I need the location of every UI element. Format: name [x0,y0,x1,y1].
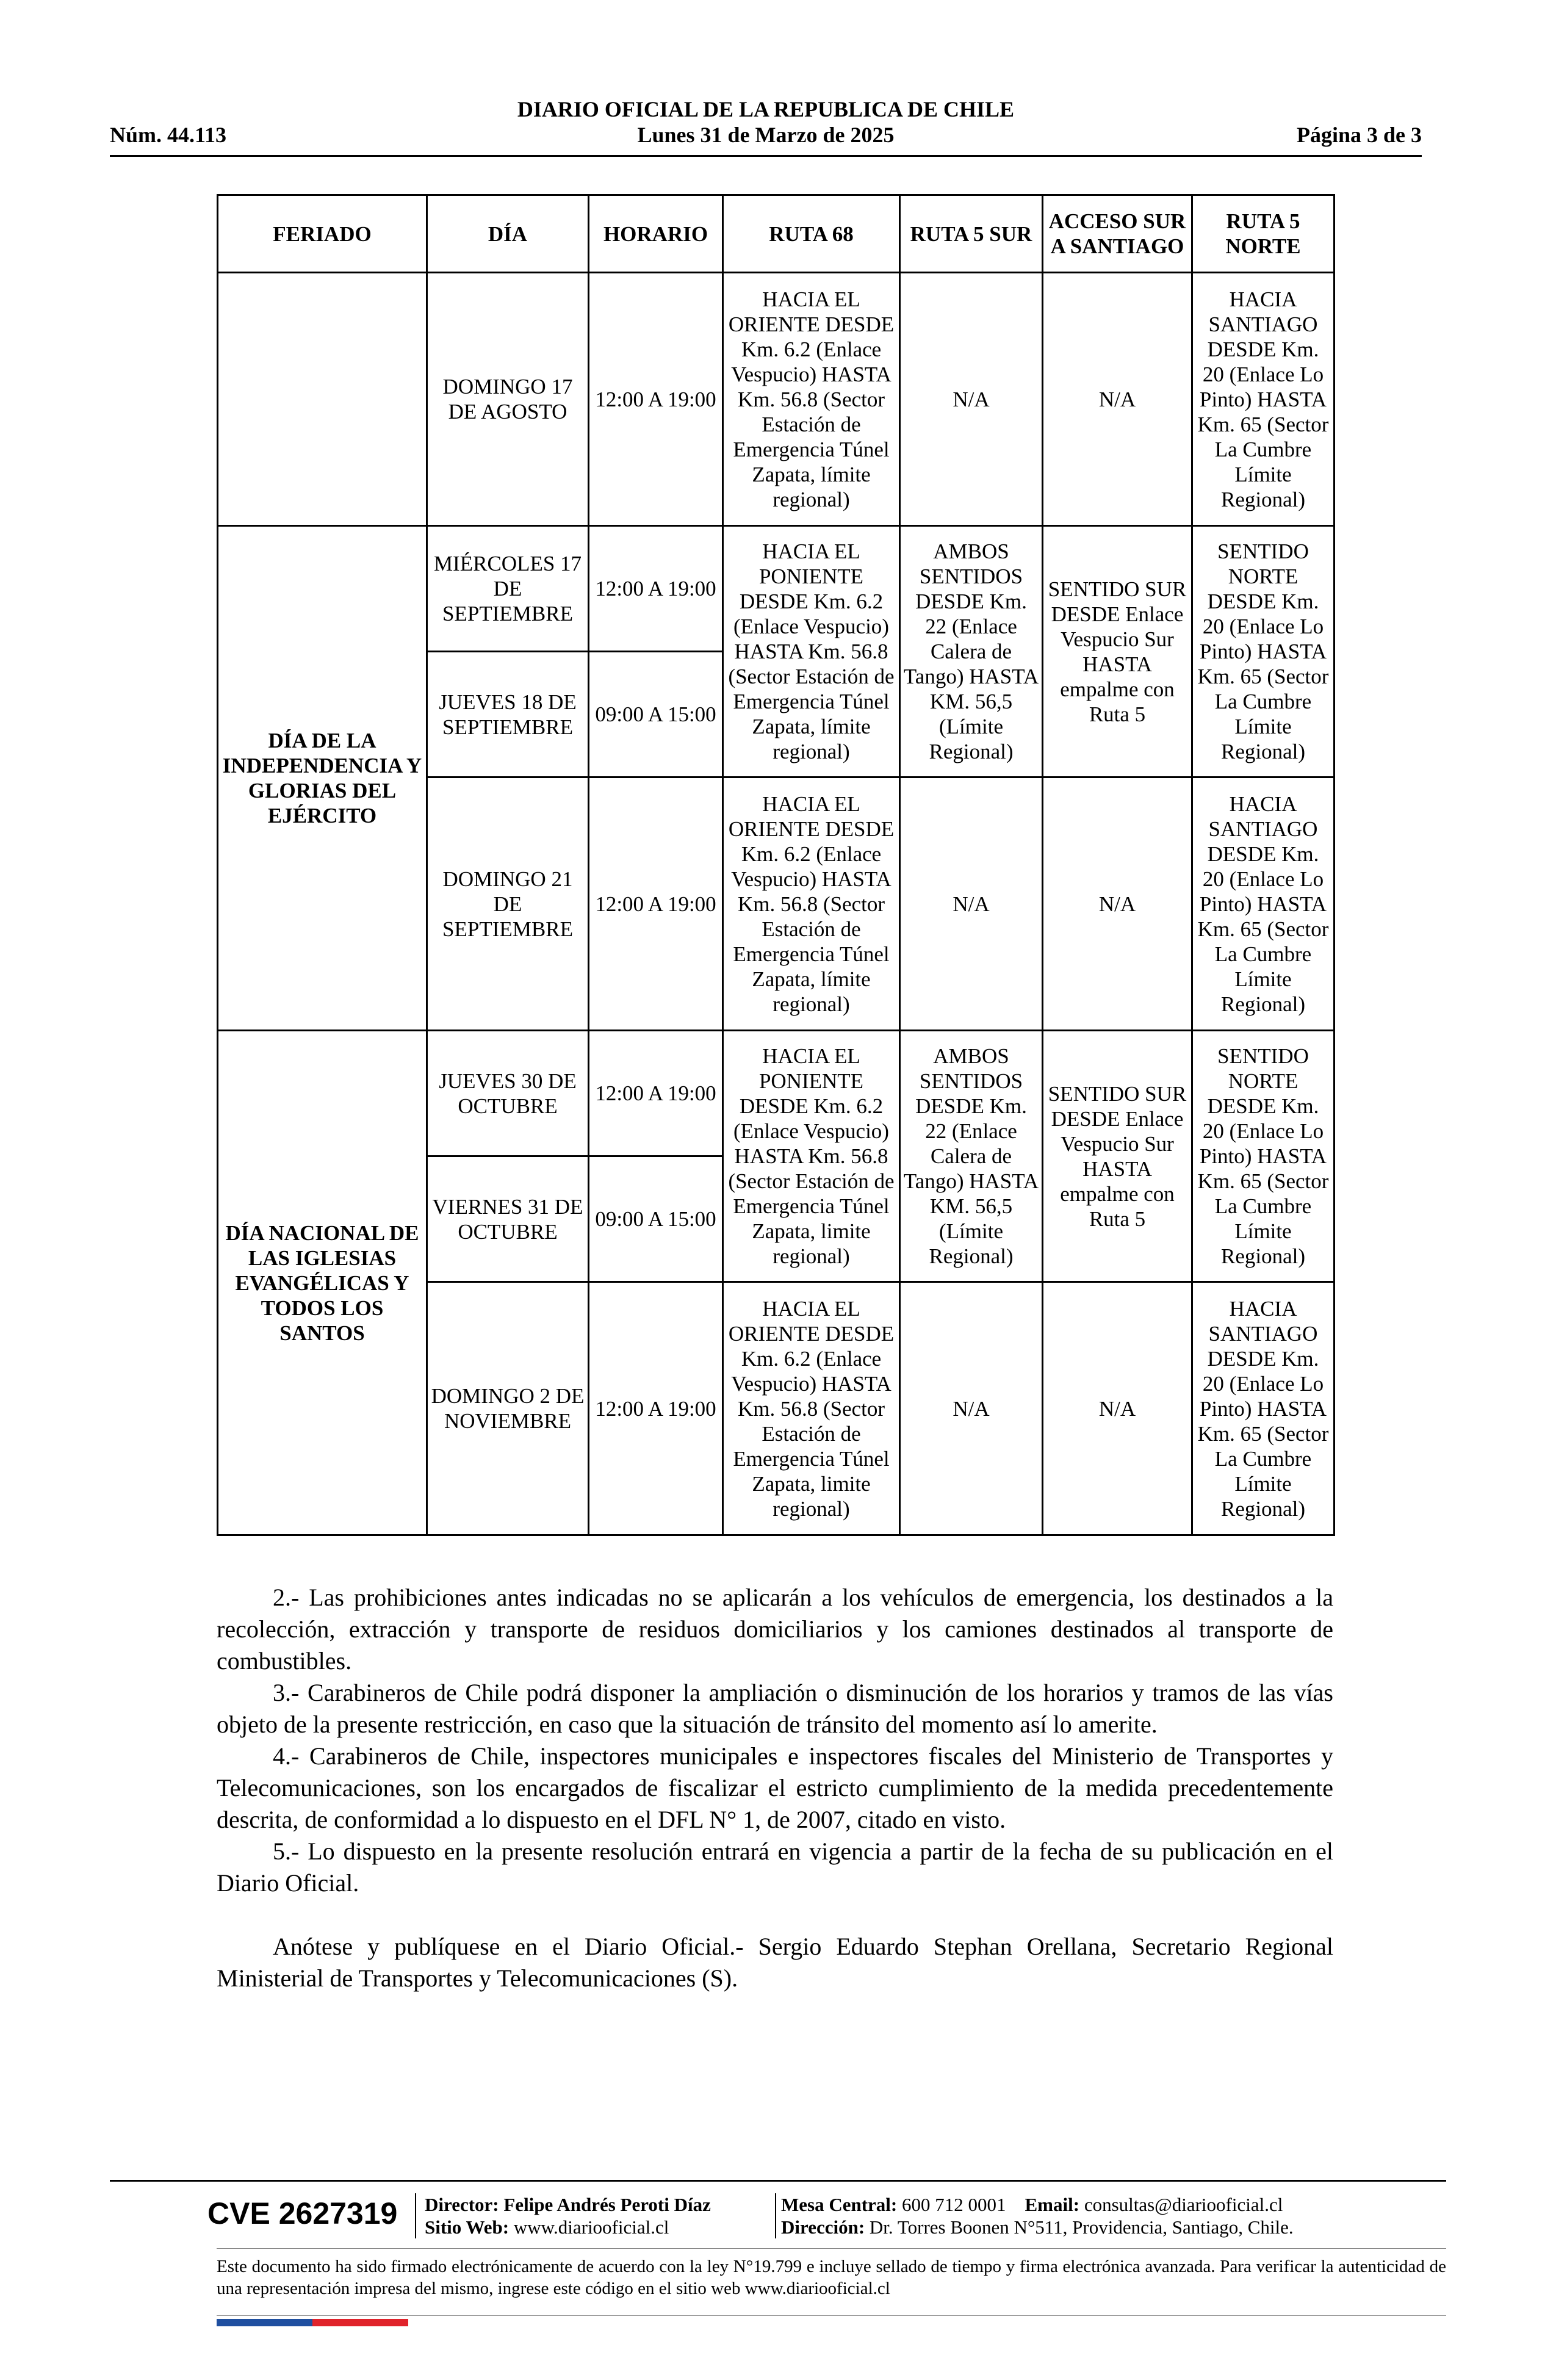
ruta68-cell: HACIA EL ORIENTE DESDE Km. 6.2 (Enlace Vespucio) HASTA Km. 56.8 (Sector Estación de Emergencia Túnel Zapata, límite regional) [723,273,900,526]
road-closure-table [217,194,1335,1536]
ruta5sur-cell: N/A [900,273,1043,526]
chile-flag-stripe [217,2319,408,2326]
ruta5sur-cell: AMBOS SENTIDOS DESDE Km. 22 (Enlace Calera de Tango) HASTA KM. 56,5 (Límite Regional) [900,1031,1043,1282]
page-number: Página 3 de 3 [1296,123,1422,147]
mesa-phone: 600 712 0001 [902,2194,1006,2215]
director-label: Director: [425,2194,499,2215]
ruta68-cell: HACIA EL ORIENTE DESDE Km. 6.2 (Enlace Vespucio) HASTA Km. 56.8 (Sector Estación de Emergencia Túnel Zapata, limite regional) [723,1282,900,1535]
ruta5sur-cell: N/A [900,1282,1043,1535]
horario-cell: 12:00 A 19:00 [589,1282,723,1535]
horario-cell: 09:00 A 15:00 [589,652,723,777]
resolution-body [217,1582,1333,1994]
header-feriado: FERIADO [218,195,427,273]
site-link[interactable]: www.diariooficial.cl [513,2216,669,2238]
dia-cell: DOMINGO 2 DE NOVIEMBRE [427,1282,589,1535]
acceso-cell: SENTIDO SUR DESDE Enlace Vespucio Sur HASTA empalme con Ruta 5 [1043,1031,1192,1282]
mesa-label: Mesa Central: [781,2194,898,2215]
horario-cell: 12:00 A 19:00 [589,526,723,652]
feriado-cell-empty [218,273,427,526]
header-horario: HORARIO [589,195,723,273]
feriado-cell: DÍA DE LA INDEPENDENCIA Y GLORIAS DEL EJÉRCITO [218,526,427,1031]
email-link[interactable]: consultas@diariooficial.cl [1084,2194,1283,2215]
director-name: Felipe Andrés Peroti Díaz [503,2194,711,2215]
dia-cell: DOMINGO 21 DE SEPTIEMBRE [427,777,589,1031]
header-ruta5norte: RUTA 5 NORTE [1192,195,1334,273]
ruta68-cell: HACIA EL PONIENTE DESDE Km. 6.2 (Enlace Vespucio) HASTA Km. 56.8 (Sector Estación de Emergencia Túnel Zapata, limite regional) [723,1031,900,1282]
horario-cell: 09:00 A 15:00 [589,1156,723,1282]
legal-notice: Este documento ha sido firmado electrónicamente de acuerdo con la ley N°19.799 e incluye sellado de tiempo y firma electrónica avanzada. Para verificar la autenticidad de una representación impresa del mismo, ingrese este código en el sitio web www.diariooficial.cl [217,2257,1446,2298]
footer-rule [110,2180,1446,2182]
journal-title: DIARIO OFICIAL DE LA REPUBLICA DE CHILE [517,97,1015,121]
table-row [218,273,1334,526]
footer-rule-thin [217,2248,1446,2249]
dia-cell: JUEVES 18 DE SEPTIEMBRE [427,652,589,777]
page-header [110,92,1422,159]
dia-cell: JUEVES 30 DE OCTUBRE [427,1031,589,1156]
issue-number: Núm. 44.113 [110,123,227,147]
footer-divider [775,2193,776,2238]
dia-cell: DOMINGO 17 DE AGOSTO [427,273,589,526]
footer-rule-thin [217,2315,1446,2316]
flag-blue-segment [217,2319,312,2326]
ruta5sur-cell: AMBOS SENTIDOS DESDE Km. 22 (Enlace Calera de Tango) HASTA KM. 56,5 (Límite Regional) [900,526,1043,777]
dia-cell: VIERNES 31 DE OCTUBRE [427,1156,589,1282]
footer-divider [415,2193,416,2238]
acceso-cell: N/A [1043,777,1192,1031]
ruta5norte-cell: SENTIDO NORTE DESDE Km. 20 (Enlace Lo Pinto) HASTA Km. 65 (Sector La Cumbre Límite Regional) [1192,526,1334,777]
table-row [218,526,1334,652]
paragraph-2: 2.- Las prohibiciones antes indicadas no se aplicarán a los vehículos de emergencia, los destinados a la recolección, extracción y transporte de residuos domiciliarios y los camiones destinados al transporte de combustibles. [217,1584,1333,1675]
address-text: Dr. Torres Boonen N°511, Providencia, Santiago, Chile. [869,2216,1294,2238]
acceso-cell: N/A [1043,1282,1192,1535]
address-label: Dirección: [781,2216,865,2238]
paragraph-4: 4.- Carabineros de Chile, inspectores municipales e inspectores fiscales del Ministerio de Transportes y Telecomunicaciones, son los encargados de fiscalizar el estricto cumplimiento de la medida precedentemente descrita, de conformidad a lo dispuesto en el DFL N° 1, de 2007, citado en visto. [217,1742,1333,1833]
header-dia: DÍA [427,195,589,273]
dia-cell: MIÉRCOLES 17 DE SEPTIEMBRE [427,526,589,652]
ruta5norte-cell: HACIA SANTIAGO DESDE Km. 20 (Enlace Lo Pinto) HASTA Km. 65 (Sector La Cumbre Límite Regional) [1192,273,1334,526]
horario-cell: 12:00 A 19:00 [589,273,723,526]
feriado-cell: DÍA NACIONAL DE LAS IGLESIAS EVANGÉLICAS Y TODOS LOS SANTOS [218,1031,427,1535]
paragraph-3: 3.- Carabineros de Chile podrá disponer la ampliación o disminución de los horarios y tramos de las vías objeto de la presente restricción, en caso que la situación de tránsito del momento así lo amerite. [217,1679,1333,1738]
horario-cell: 12:00 A 19:00 [589,1031,723,1156]
footer-contact-block [781,2193,1294,2238]
ruta68-cell: HACIA EL ORIENTE DESDE Km. 6.2 (Enlace Vespucio) HASTA Km. 56.8 (Sector Estación de Emergencia Túnel Zapata, límite regional) [723,777,900,1031]
ruta5norte-cell: HACIA SANTIAGO DESDE Km. 20 (Enlace Lo Pinto) HASTA Km. 65 (Sector La Cumbre Límite Regional) [1192,777,1334,1031]
header-ruta5sur: RUTA 5 SUR [900,195,1043,273]
issue-date: Lunes 31 de Marzo de 2025 [637,123,895,147]
acceso-cell: N/A [1043,273,1192,526]
cve-code: CVE 2627319 [207,2196,398,2230]
header-ruta68: RUTA 68 [723,195,900,273]
flag-red-segment [312,2319,408,2326]
ruta5norte-cell: HACIA SANTIAGO DESDE Km. 20 (Enlace Lo Pinto) HASTA Km. 65 (Sector La Cumbre Límite Regional) [1192,1282,1334,1535]
table-row [218,1031,1334,1156]
header-rule [110,155,1422,157]
closing-paragraph: Anótese y publíquese en el Diario Oficial.- Sergio Eduardo Stephan Orellana, Secretario Regional Ministerial de Transportes y Telecomunicaciones (S). [217,1933,1333,1992]
ruta5norte-cell: SENTIDO NORTE DESDE Km. 20 (Enlace Lo Pinto) HASTA Km. 65 (Sector La Cumbre Límite Regional) [1192,1031,1334,1282]
footer-director-block [425,2193,711,2238]
header-acceso-sur: ACCESO SUR A SANTIAGO [1043,195,1192,273]
email-label: Email: [1025,2194,1080,2215]
site-label: Sitio Web: [425,2216,510,2238]
paragraph-5: 5.- Lo dispuesto en la presente resolución entrará en vigencia a partir de la fecha de su publicación en el Diario Oficial. [217,1837,1333,1897]
acceso-cell: SENTIDO SUR DESDE Enlace Vespucio Sur HASTA empalme con Ruta 5 [1043,526,1192,777]
ruta5sur-cell: N/A [900,777,1043,1031]
horario-cell: 12:00 A 19:00 [589,777,723,1031]
table-header-row [218,195,1334,273]
ruta68-cell: HACIA EL PONIENTE DESDE Km. 6.2 (Enlace Vespucio) HASTA Km. 56.8 (Sector Estación de Emergencia Túnel Zapata, límite regional) [723,526,900,777]
